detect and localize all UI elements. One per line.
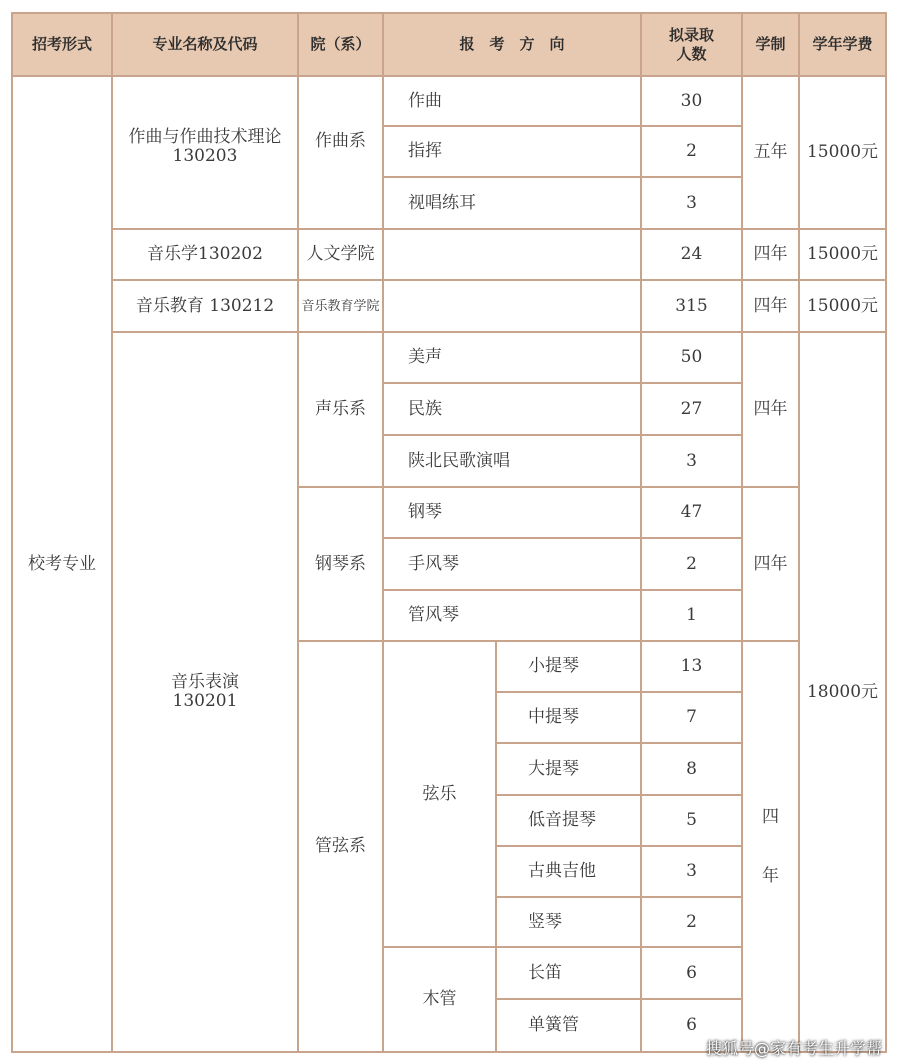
direction-cell: 中提琴 [528,707,579,727]
quota-cell: 13 [680,656,703,676]
subgroup-woodwind: 木管 [422,989,457,1009]
grid-line [111,12,113,1053]
direction-cell: 手风琴 [408,553,459,574]
grid-line [382,176,742,178]
major-musicology: 音乐学130202 [147,244,263,264]
quota-cell: 3 [686,450,697,471]
years-orchestral-char1: 四 [762,806,779,827]
form-value: 校考专业 [28,553,96,574]
grid-line [495,742,742,744]
dept-vocal: 声乐系 [315,399,366,419]
direction-cell: 视唱练耳 [408,192,476,213]
grid-line [495,794,742,796]
quota-cell: 2 [686,553,697,574]
direction-cell: 长笛 [528,962,562,983]
direction-cell [383,229,641,280]
quota-cell: 2 [686,911,697,932]
quota-cell: 47 [680,502,703,522]
grid-line [382,434,742,436]
grid-line [382,12,384,1053]
quota-cell: 5 [686,810,697,830]
watermark: 搜狐号@家有考生升学帮 [705,1039,882,1058]
grid-line [798,12,800,1053]
fee-performance: 18000元 [806,681,879,702]
header-form: 招考形式 [12,13,112,76]
dept-piano: 钢琴系 [315,553,366,574]
header-quota [641,13,742,76]
direction-cell: 美声 [408,347,442,367]
direction-cell: 钢琴 [408,502,442,522]
direction-cell: 古典吉他 [528,861,596,881]
grid-line [297,12,299,1053]
grid-line [11,75,887,77]
grid-line [885,12,887,1053]
quota-cell: 27 [680,398,703,419]
major-composition-code: 130203 [172,145,238,166]
quota-cell: 3 [686,192,697,213]
grid-line [111,331,887,333]
grid-line [382,537,742,539]
direction-cell: 民族 [408,398,442,419]
years-music-education: 四年 [753,295,788,316]
grid-line [297,486,799,488]
dept-humanities: 人文学院 [306,244,375,264]
major-music-education: 音乐教育 130212 [135,295,275,316]
grid-line [382,382,742,384]
direction-cell [383,280,641,332]
direction-cell: 作曲 [408,90,442,111]
years-orchestral-char2: 年 [762,865,779,886]
direction-cell: 大提琴 [528,758,579,779]
grid-line [111,279,887,281]
direction-cell: 小提琴 [528,656,579,676]
header-direction: 报 考 方 向 [383,13,641,76]
header-quota-line1: 拟录取 [668,25,714,44]
major-performance [112,332,298,1052]
major-composition-name: 作曲与作曲技术理论 [128,126,282,147]
quota-cell: 30 [680,90,703,111]
header-fee: 学年学费 [799,13,886,76]
header-dept: 院（系） [298,13,383,76]
years-vocal: 四年 [753,399,788,419]
years-musicology: 四年 [753,244,788,264]
quota-cell: 315 [675,295,708,316]
quota-cell: 2 [686,141,697,161]
fee-composition: 15000元 [806,142,879,162]
direction-cell: 管风琴 [408,605,459,625]
direction-cell: 陕北民歌演唱 [408,450,510,471]
grid-line [382,125,742,127]
quota-cell: 50 [680,347,703,367]
major-composition [112,76,298,229]
major-performance-code: 130201 [172,691,238,711]
years-orchestral [742,641,799,1052]
direction-cell: 指挥 [408,141,442,161]
major-performance-name: 音乐表演 [171,672,239,692]
direction-cell: 竖琴 [528,911,562,932]
header-major: 专业名称及代码 [112,13,298,76]
grid-line [11,12,887,14]
dept-orchestral: 管弦系 [315,836,366,856]
grid-line [11,12,13,1053]
header-quota-line2: 人数 [676,44,707,63]
subgroup-strings: 弦乐 [422,783,457,804]
years-piano: 四年 [753,553,788,574]
grid-line [297,640,799,642]
years-composition: 五年 [753,142,788,162]
grid-line [382,946,742,948]
grid-line [111,228,887,230]
direction-cell: 低音提琴 [528,810,596,830]
direction-cell: 单簧管 [528,1015,579,1035]
quota-cell: 6 [686,962,697,983]
header-years: 学制 [742,13,799,76]
quota-cell: 8 [686,758,697,779]
quota-cell: 7 [686,707,697,727]
quota-cell: 24 [680,244,703,264]
dept-composition: 作曲系 [315,131,366,151]
grid-line [382,589,742,591]
grid-line [495,691,742,693]
grid-line [495,998,742,1000]
fee-music-education: 15000元 [806,295,879,316]
dept-music-education: 音乐教育学院 [301,298,380,314]
grid-line [495,845,742,847]
grid-line [495,896,742,898]
fee-musicology: 15000元 [806,244,879,264]
quota-cell: 3 [686,861,697,881]
quota-cell: 1 [686,605,697,625]
quota-cell: 6 [686,1015,697,1035]
grid-line [495,641,497,1053]
